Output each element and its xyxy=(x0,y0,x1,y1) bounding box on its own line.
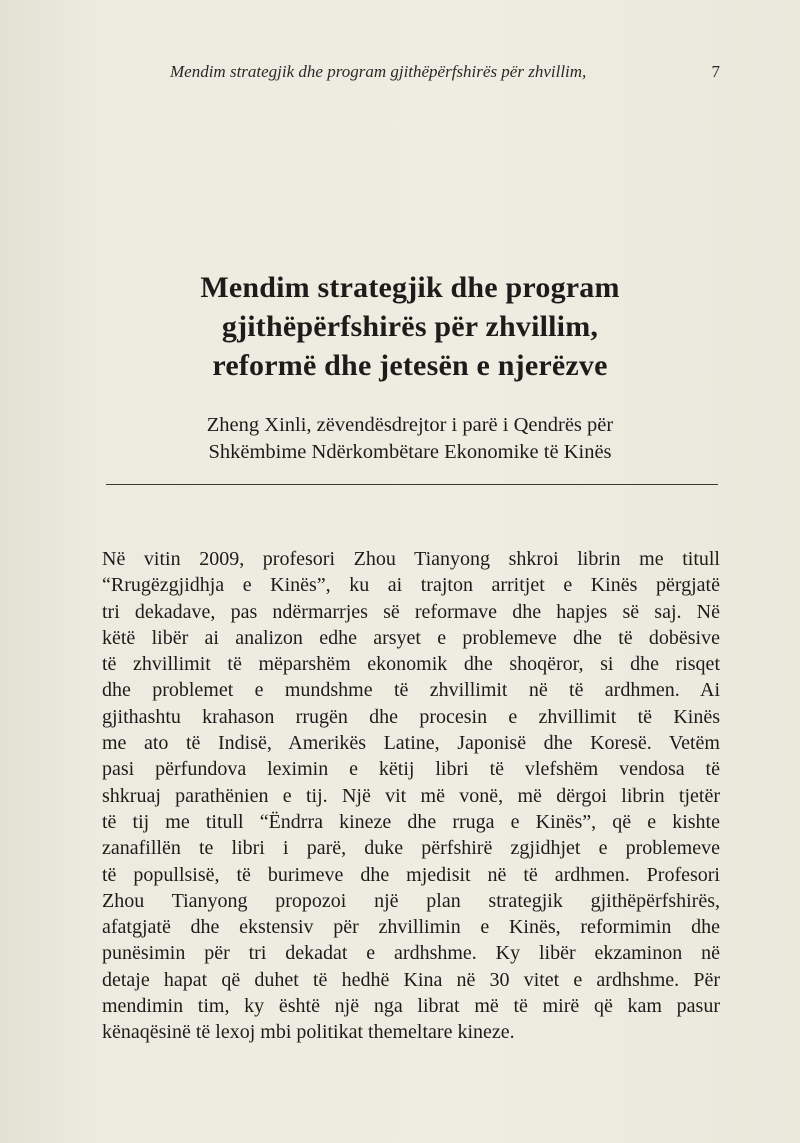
body-line: pasi përfundova leximin e këtij libri të vlefshëm vendosa të xyxy=(102,758,720,781)
byline-line: Shkëmbime Ndërkombëtare Ekonomike të Kinës xyxy=(208,441,612,463)
body-line: tri dekadave, pas ndërmarrjes së reformave dhe hapjes së saj. Në xyxy=(102,600,720,623)
body-line: shkruaj parathënien e tij. Një vit më vonë, më dërgoi librin tjetër xyxy=(102,784,720,807)
body-line: të zhvillimit të mëparshëm ekonomik dhe shoqëror, si dhe risqet xyxy=(102,653,720,676)
chapter-title xyxy=(100,268,720,385)
body-line: kënaqësinë të lexoj mbi politikat themeltare kineze. xyxy=(102,1021,515,1044)
section-divider xyxy=(106,484,718,485)
body-paragraph xyxy=(102,546,720,1046)
body-line: Në vitin 2009, profesori Zhou Tianyong shkroi librin me titull xyxy=(102,548,720,570)
byline-line: Zheng Xinli, zëvendësdrejtor i parë i Qendrës për xyxy=(206,414,614,436)
body-line: të tij me titull “Ëndrra kineze dhe rruga e Kinës”, që e kishte xyxy=(102,810,720,833)
chapter-title-line: gjithëpërfshirës për zhvillim, xyxy=(221,310,599,343)
body-line: dhe problemet e mundshme të zhvillimit në të ardhmen. Ai xyxy=(102,679,720,702)
running-head-title: Mendim strategjik dhe program gjithëpërfshirës për zhvillim, xyxy=(170,62,587,81)
body-line: këtë libër ai analizon edhe arsyet e problemeve dhe të dobësive xyxy=(102,626,720,649)
chapter-title-line: reformë dhe jetesën e njerëzve xyxy=(212,349,608,382)
body-line: punësimin për tri dekadat e ardhshme. Ky libër ekzaminon në xyxy=(102,942,720,965)
body-line: “Rrugëzgjidhja e Kinës”, ku ai trajton arritjet e Kinës përgjatë xyxy=(102,574,720,597)
author-byline xyxy=(100,412,720,466)
body-line: afatgjatë dhe ekstensiv për zhvillimin e Kinës, reformimin dhe xyxy=(102,916,720,939)
body-line: me ato të Indisë, Amerikës Latine, Japonisë dhe Koresë. Vetëm xyxy=(102,732,720,755)
body-line: gjithashtu krahason rrugën dhe procesin e zhvillimit të Kinës xyxy=(102,705,720,728)
body-line: zanafillën te libri i parë, duke përfshirë zgjidhjet e problemeve xyxy=(102,837,720,860)
body-line: detaje hapat që duhet të hedhë Kina në 30 vitet e ardhshme. Për xyxy=(102,968,720,991)
body-line: Zhou Tianyong propozoi një plan strategjik gjithëpërfshirës, xyxy=(102,889,720,912)
page-number: 7 xyxy=(711,62,720,81)
body-line: mendimin tim, ky është një nga librat më të mirë që kam pasur xyxy=(102,995,720,1018)
body-line: të popullsisë, të burimeve dhe mjedisit në të ardhmen. Profesori xyxy=(102,863,720,886)
chapter-title-line: Mendim strategjik dhe program xyxy=(200,271,620,304)
